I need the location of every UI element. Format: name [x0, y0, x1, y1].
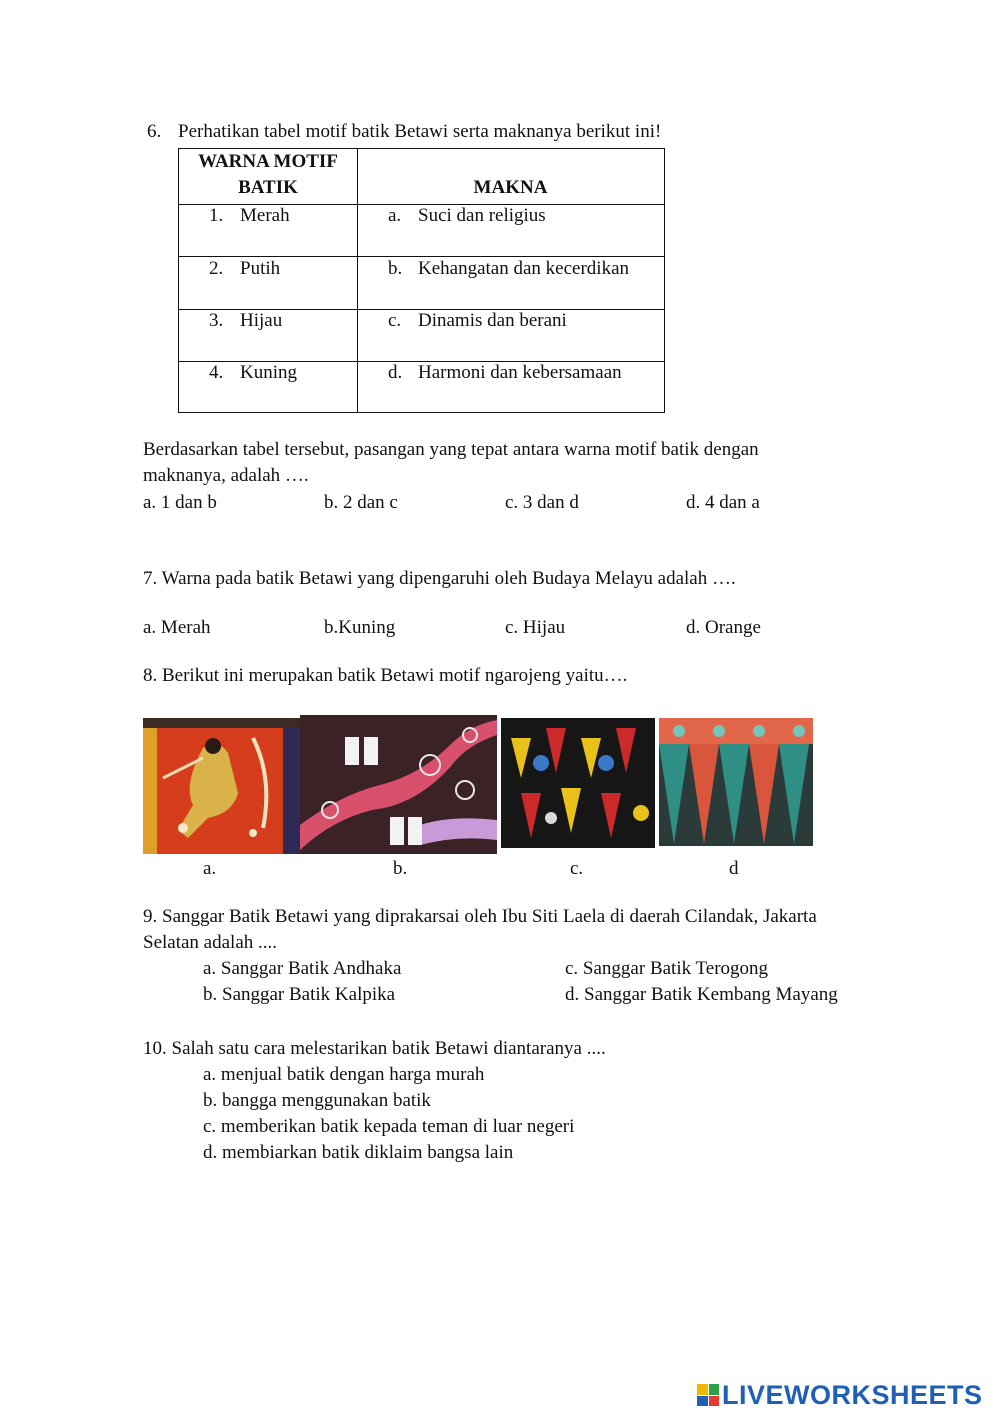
row-letter: a.: [388, 205, 402, 226]
q10-option-b: b. bangga menggunakan batik: [203, 1090, 431, 1111]
row-num: 3.: [209, 310, 224, 331]
row-meaning: Harmoni dan kebersamaan: [418, 362, 622, 383]
batik-tumpal-illustration: [659, 718, 813, 846]
q7-option-b: b.Kuning: [324, 617, 396, 638]
q7-option-c: c. Hijau: [505, 617, 566, 638]
brand-name: LIVEWORKSHEETS: [722, 1379, 983, 1410]
q6-option-c: c. 3 dan d: [505, 492, 579, 513]
row-letter: d.: [388, 362, 403, 383]
image-label-d: d: [729, 858, 739, 879]
row-num: 4.: [209, 362, 224, 383]
q9-option-c: c. Sanggar Batik Terogong: [565, 958, 769, 979]
header-batik: BATIK: [238, 177, 298, 198]
batik-ondel-illustration: [300, 715, 497, 854]
row-letter: c.: [388, 310, 402, 331]
batik-image-b: [300, 715, 497, 854]
q8-question: 8. Berikut ini merupakan batik Betawi motif ngarojeng yaitu….: [143, 665, 628, 686]
row-meaning: Kehangatan dan kecerdikan: [418, 258, 630, 279]
batik-figure-illustration: [143, 718, 300, 854]
liveworksheets-logo: [697, 1378, 983, 1412]
q9-option-b: b. Sanggar Batik Kalpika: [203, 984, 396, 1005]
q10-option-d: d. membiarkan batik diklaim bangsa lain: [203, 1142, 514, 1163]
row-color: Merah: [240, 205, 290, 226]
q9-option-d: d. Sanggar Batik Kembang Mayang: [565, 984, 838, 1005]
q7-question: 7. Warna pada batik Betawi yang dipengaruhi oleh Budaya Melayu adalah ….: [143, 568, 736, 589]
row-color: Putih: [240, 258, 281, 279]
motif-table: [178, 148, 665, 413]
q9-option-a: a. Sanggar Batik Andhaka: [203, 958, 402, 979]
q10-question: 10. Salah satu cara melestarikan batik Betawi diantaranya ....: [143, 1038, 606, 1059]
row-color: Hijau: [240, 310, 283, 331]
batik-image-c: [501, 718, 655, 848]
q6-number: 6.: [147, 121, 162, 142]
image-label-c: c.: [570, 858, 584, 879]
batik-image-d: [659, 718, 813, 846]
row-num: 2.: [209, 258, 224, 279]
liveworksheets-logo-icon: [697, 1384, 719, 1406]
q9-question-line1: 9. Sanggar Batik Betawi yang diprakarsai oleh Ibu Siti Laela di daerah Cilandak, Jakarta: [143, 906, 817, 927]
q10-option-a: a. menjual batik dengan harga murah: [203, 1064, 485, 1085]
header-makna: MAKNA: [473, 177, 548, 198]
q6-option-a: a. 1 dan b: [143, 492, 217, 513]
row-num: 1.: [209, 205, 224, 226]
row-meaning: Suci dan religius: [418, 205, 546, 226]
q6-option-d: d. 4 dan a: [686, 492, 760, 513]
table-row-divider: [179, 256, 664, 257]
q6-question: Perhatikan tabel motif batik Betawi serta maknanya berikut ini!: [178, 121, 662, 142]
image-label-a: a.: [203, 858, 217, 879]
q6-prompt-line2: maknanya, adalah ….: [143, 465, 309, 486]
q7-option-d: d. Orange: [686, 617, 761, 638]
q10-option-c: c. memberikan batik kepada teman di luar negeri: [203, 1116, 575, 1137]
batik-image-a: [143, 718, 300, 854]
row-color: Kuning: [240, 362, 297, 383]
row-letter: b.: [388, 258, 403, 279]
row-meaning: Dinamis dan berani: [418, 310, 567, 331]
image-label-b: b.: [393, 858, 408, 879]
q6-prompt-line1: Berdasarkan tabel tersebut, pasangan yang tepat antara warna motif batik dengan: [143, 439, 759, 460]
q7-option-a: a. Merah: [143, 617, 211, 638]
header-warna: WARNA MOTIF: [198, 151, 338, 172]
q6-option-b: b. 2 dan c: [324, 492, 398, 513]
batik-ngarojeng-illustration: [501, 718, 655, 848]
q9-question-line2: Selatan adalah ....: [143, 932, 278, 953]
